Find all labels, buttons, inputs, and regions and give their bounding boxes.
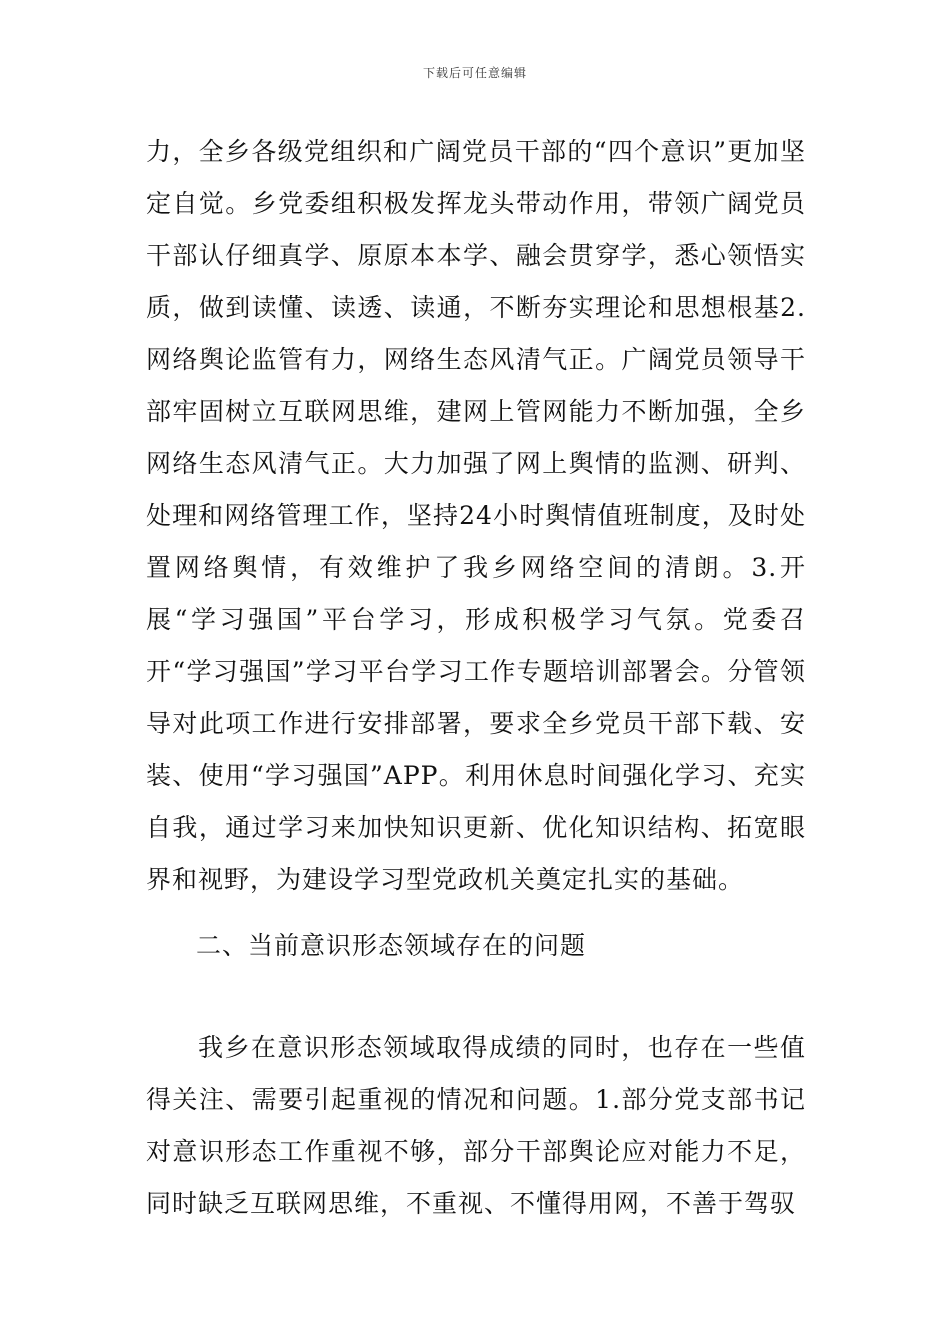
body-paragraph: 力，全乡各级党组织和广阔党员干部的“四个意识”更加坚定自觉。乡党委组积极发挥龙头带动作用，带领广阔党员干部认仔细真学、原原本本学、融会贯穿学，悉心领悟实质，做到读懂、读透、读通，不断夯实理论和思想根基2.网络舆论监管有力，网络生态风清气正。广阔党员领导干部牢固树立互联网思维，建网上管网能力不断加强，全乡网络生态风清气正。大力加强了网上舆情的监测、研判、处理和网络管理工作，坚持24小时舆情值班制度，及时处置网络舆情，有效维护了我乡网络空间的清朗。3.开展“学习强国”平台学习，形成积极学习气氛。党委召开“学习强国”学习平台学习工作专题培训部署会。分管领导对此项工作进行安排部署，要求全乡党员干部下载、安装、使用“学习强国”APP。利用休息时间强化学习、充实自我，通过学习来加快知识更新、优化知识结构、拓宽眼界和视野，为建设学习型党政机关奠定扎实的基础。 xyxy=(146,137,806,894)
section-heading: 二、当前意识形态领域存在的问题 xyxy=(196,931,587,960)
page-header: 下载后可任意编辑 xyxy=(422,66,527,80)
section-paragraph: 我乡在意识形态领域取得成绩的同时，也存在一些值得关注、需要引起重视的情况和问题。1.部分党支部书记对意识形态工作重视不够，部分干部舆论应对能力不足，同时缺乏互联网思维，不重视、不懂得用网，不善于驾驭 xyxy=(146,1033,806,1218)
